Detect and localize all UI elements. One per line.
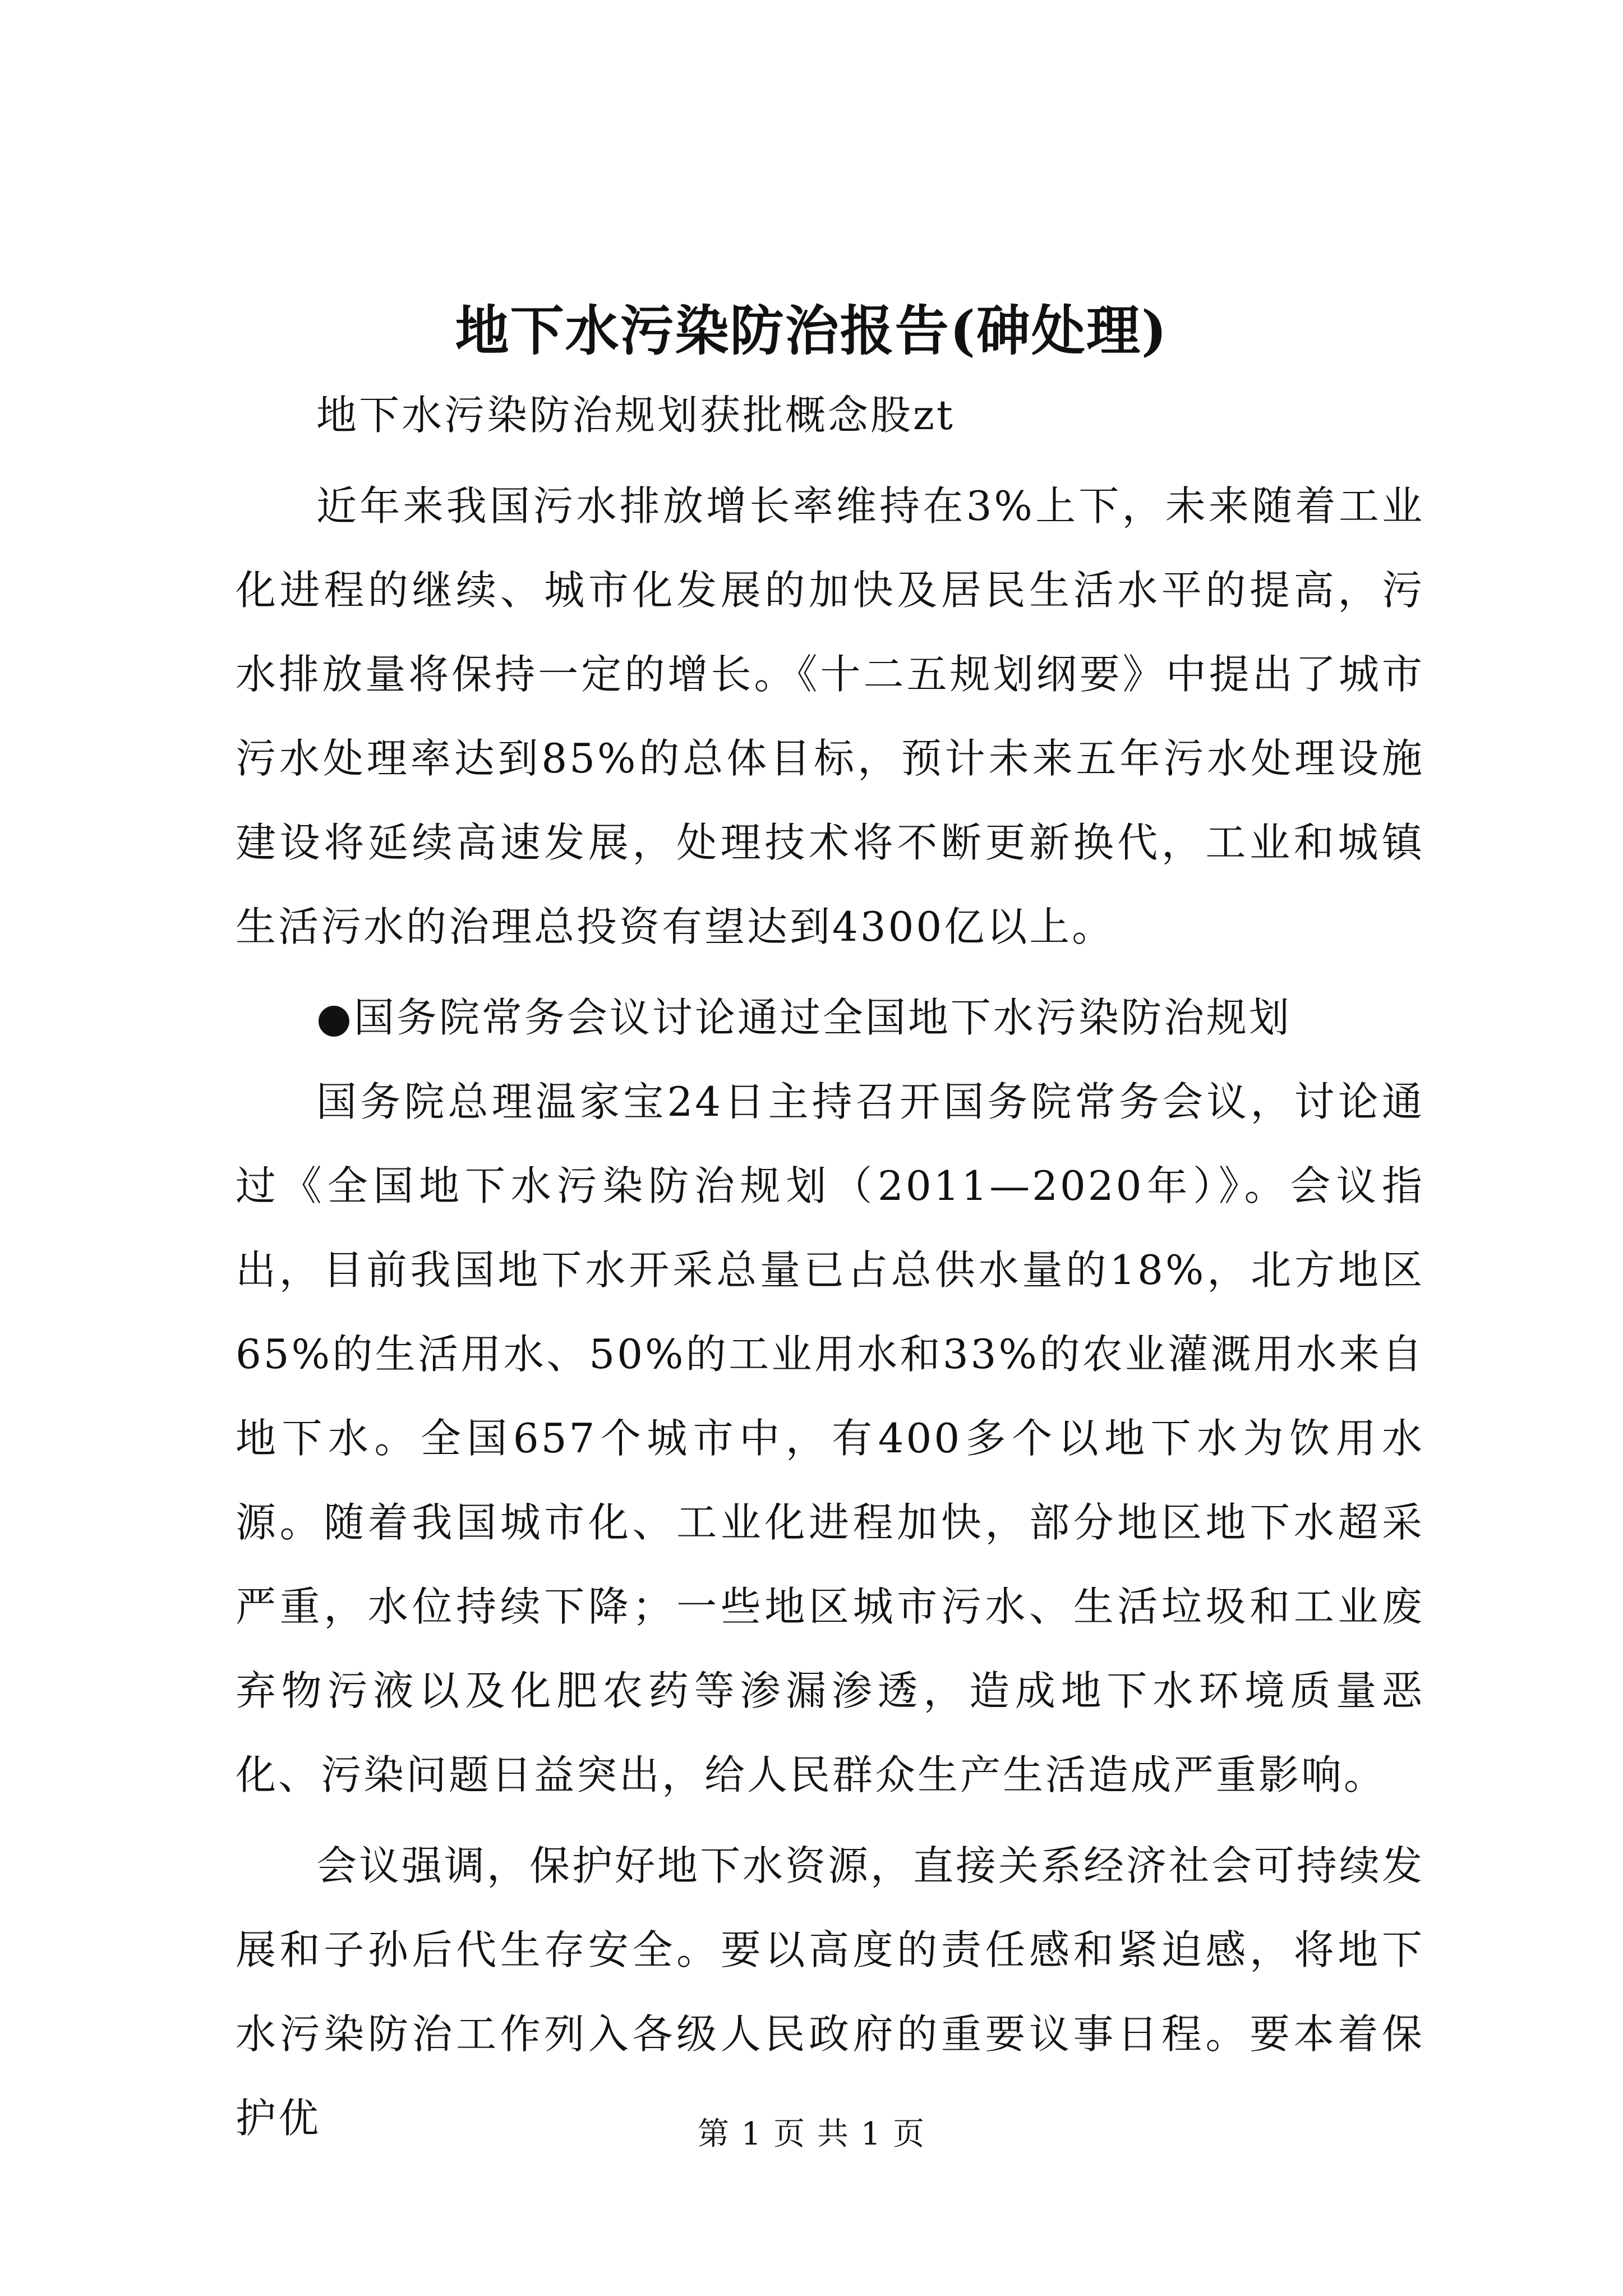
document-title: 地下水污染防治报告(砷处理) [455,299,1168,362]
paragraph-sewage-discharge: 近年来我国污水排放增长率维持在3%上下，未来随着工业化进程的继续、城市化发展的加快及居民生活水平的提高，污水排放量将保持一定的增长。《十二五规划纲要》中提出了城市污水处理率达到85%的总体目标，预计未来五年污水处理设施建设将延续高速发展，处理技术将不断更新换代，工业和城镇生活污水的治理总投资有望达到4300亿以上。 [236,482,1424,950]
document-body [236,373,1424,2160]
paragraph-meeting-emphasis: 会议强调，保护好地下水资源，直接关系经济社会可持续发展和子孙后代生存安全。要以高度的责任感和紧迫感，将地下水污染防治工作列入各级人民政府的重要议事日程。要本着保护优 [236,1842,1425,2142]
paragraph-subtitle: 地下水污染防治规划获批概念股zt [316,392,955,439]
paragraph-state-council-heading: ●国务院常务会议讨论通过全国地下水污染防治规划 [316,994,1292,1041]
page-number-footer: 第 1 页 共 1 页 [697,2116,926,2152]
paragraph-meeting-report: 国务院总理温家宝24日主持召开国务院常务会议，讨论通过《全国地下水污染防治规划（2011—2020年）》。会议指出，目前我国地下水开采总量已占总供水量的18%，北方地区65%的生活用水、50%的工业用水和33%的农业灌溉用水来自地下水。全国657个城市中，有400多个以地下水为饮用水源。随着我国城市化、工业化进程加快，部分地区地下水超采严重，水位持续下降；一些地区城市污水、生活垃圾和工业废弃物污液以及化肥农药等渗漏渗透，造成地下水环境质量恶化、污染问题日益突出，给人民群众生产生活造成严重影响。 [236,1078,1424,1798]
